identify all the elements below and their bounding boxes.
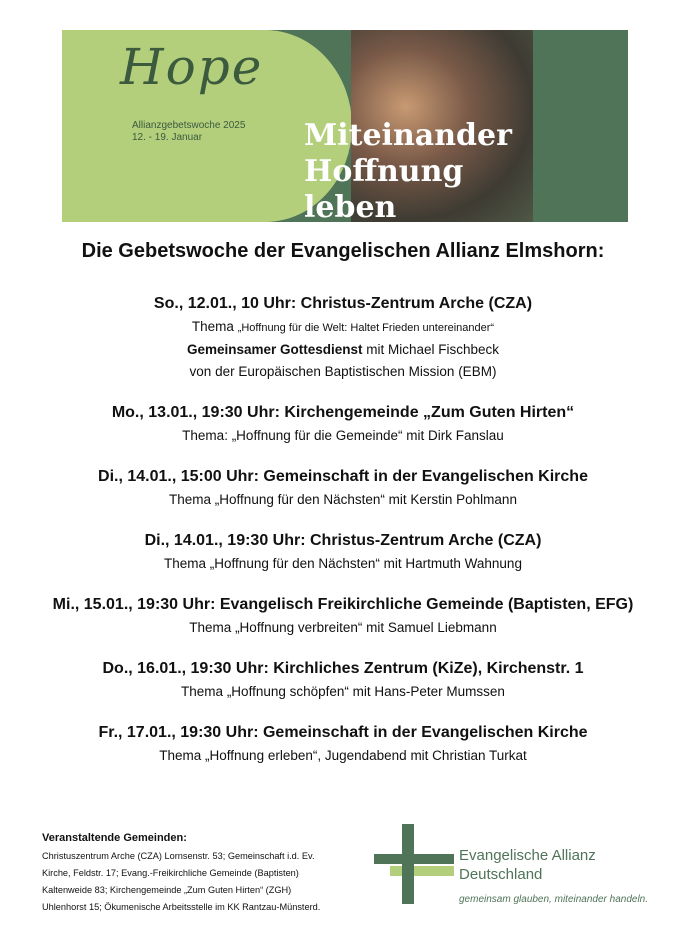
event-item: [0, 401, 686, 447]
event-theme: Thema „Hoffnung für den Nächsten“ mit Hartmuth Wahnung: [164, 556, 522, 571]
alliance-name-line1: Evangelische Allianz: [459, 847, 596, 864]
header-banner: [62, 30, 628, 222]
alliance-slogan: gemeinsam glauben, miteinander handeln.: [459, 894, 649, 905]
event-heading: Do., 16.01., 19:30 Uhr: Kirchliches Zentrum (KiZe), Kirchenstr. 1: [102, 660, 584, 677]
event-item: [0, 593, 686, 639]
organizers-line: Kirche, Feldstr. 17; Evang.-Freikirchliche Gemeinde (Baptisten): [42, 868, 299, 878]
event-theme: Thema: „Hoffnung für die Gemeinde“ mit Dirk Fanslau: [182, 428, 504, 443]
event-item: [0, 529, 686, 575]
banner-subtitle-line2: 12. - 19. Januar: [132, 132, 203, 143]
event-theme: Thema „Hoffnung für den Nächsten“ mit Kerstin Pohlmann: [169, 492, 517, 507]
event-heading: Fr., 17.01., 19:30 Uhr: Gemeinschaft in der Evangelischen Kirche: [98, 724, 588, 741]
motto-line: Miteinander: [304, 118, 512, 153]
event-theme: Thema „Hoffnung schöpfen“ mit Hans-Peter Mumssen: [181, 684, 505, 699]
alliance-name-line2: Deutschland: [459, 866, 543, 883]
event-theme: Thema „Hoffnung verbreiten“ mit Samuel Liebmann: [189, 620, 497, 635]
event-item: [0, 721, 686, 767]
motto-line: Hoffnung: [304, 154, 464, 189]
organizers-block: [42, 830, 372, 916]
event-detail: [0, 339, 686, 361]
organizers-line: Uhlenhorst 15; Ökumenische Arbeitsstelle im KK Rantzau-Münsterd.: [42, 902, 321, 912]
banner-subtitle: [132, 120, 245, 144]
event-item: [0, 292, 686, 383]
event-heading: Mi., 15.01., 19:30 Uhr: Evangelisch Freikirchliche Gemeinde (Baptisten, EFG): [52, 596, 634, 613]
event-theme: Thema „Hoffnung erleben“, Jugendabend mit Christian Turkat: [159, 748, 527, 763]
service-label: Gemeinsamer Gottesdienst: [186, 342, 363, 357]
event-item: [0, 657, 686, 703]
event-heading: Di., 14.01., 15:00 Uhr: Gemeinschaft in der Evangelischen Kirche: [98, 468, 588, 485]
event-heading: So., 12.01., 10 Uhr: Christus-Zentrum Arche (CZA): [153, 295, 533, 312]
organizers-line: Kaltenweide 83; Kirchengemeinde „Zum Guten Hirten“ (ZGH): [42, 885, 292, 895]
event-detail: von der Europäischen Baptistischen Mission (EBM): [189, 364, 497, 379]
alliance-name: [459, 846, 596, 884]
theme-prefix: Thema: [191, 319, 238, 334]
event-item: [0, 465, 686, 511]
banner-subtitle-line1: Allianzgebetswoche 2025: [132, 120, 246, 131]
event-heading: Di., 14.01., 19:30 Uhr: Christus-Zentrum Arche (CZA): [144, 532, 542, 549]
event-list: [0, 292, 686, 785]
event-speaker: mit Michael Fischbeck: [362, 342, 500, 357]
page-title: Die Gebetswoche der Evangelischen Allianz Elmshorn:: [81, 240, 605, 262]
motto-line: leben: [304, 190, 397, 222]
organizers-line: Christuszentrum Arche (CZA) Lornsenstr. 53; Gemeinschaft i.d. Ev.: [42, 851, 315, 861]
hope-logo: Hope: [120, 38, 264, 96]
banner-motto: [304, 118, 512, 222]
evangelische-allianz-cross-icon: [374, 824, 454, 904]
organizers-title: Veranstaltende Gemeinden:: [42, 832, 187, 844]
event-heading: Mo., 13.01., 19:30 Uhr: Kirchengemeinde „Zum Guten Hirten“: [111, 404, 575, 421]
event-theme: [0, 316, 686, 339]
theme-title: „Hoffnung für die Welt: Haltet Frieden untereinander“: [237, 322, 495, 334]
